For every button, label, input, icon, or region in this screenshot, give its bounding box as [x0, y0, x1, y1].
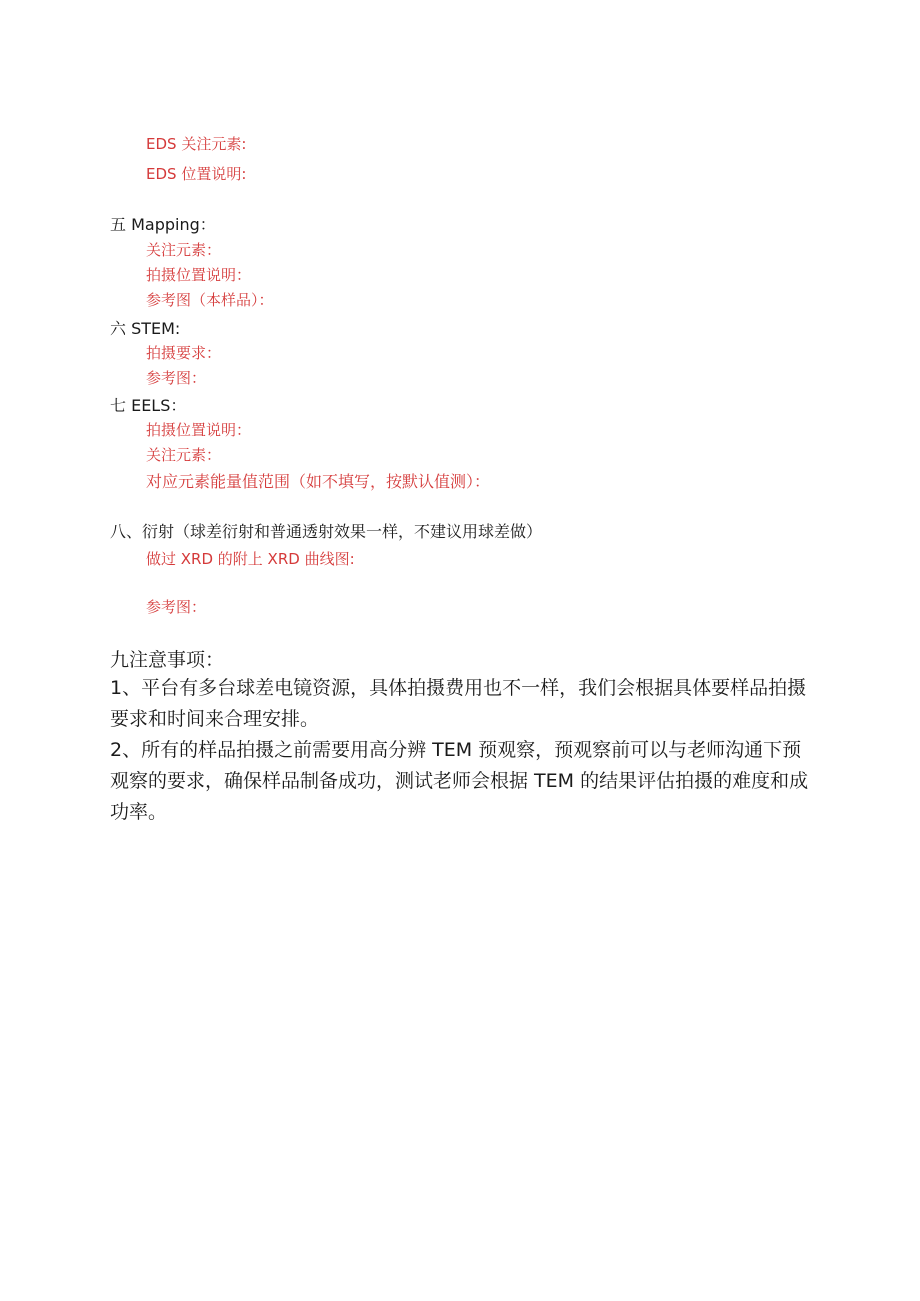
stem-heading: 六 STEM:: [110, 319, 181, 338]
mapping-position-label: 拍摄位置说明：: [146, 266, 252, 284]
stem-requirements-label: 拍摄要求：: [146, 344, 222, 362]
mapping-reference-label: 参考图（本样品）：: [146, 291, 274, 309]
notes-item-1: 1、平台有多台球差电镜资源，具体拍摄费用也不一样，我们会根据具体要样品拍摄要求和时间来合理安排。: [110, 677, 807, 730]
diffraction-heading: 八、衍射（球差衍射和普通透射效果一样，不建议用球差做）: [110, 522, 543, 541]
notes-heading: 九注意事项：: [110, 649, 225, 671]
notes-item-2: 2、所有的样品拍摄之前需要用高分辨 TEM 预观察，预观察前可以与老师沟通下预观察的要求，确保样品制备成功，测试老师会根据 TEM 的结果评估拍摄的难度和成功率。: [110, 739, 809, 823]
eels-elements-label: 关注元素：: [146, 446, 222, 464]
eels-position-label: 拍摄位置说明：: [146, 421, 252, 439]
eds-position-label: EDS 位置说明:: [146, 165, 247, 183]
eels-energy-range-label: 对应元素能量值范围（如不填写，按默认值测）：: [146, 472, 491, 491]
diffraction-reference-label: 参考图：: [146, 598, 207, 616]
eels-heading: 七 EELS：: [110, 396, 187, 415]
mapping-elements-label: 关注元素：: [146, 241, 222, 259]
diffraction-xrd-label: 做过 XRD 的附上 XRD 曲线图:: [146, 550, 355, 568]
stem-reference-label: 参考图：: [146, 369, 207, 387]
mapping-heading: 五 Mapping：: [110, 215, 216, 234]
eds-elements-label: EDS 关注元素:: [146, 135, 247, 153]
